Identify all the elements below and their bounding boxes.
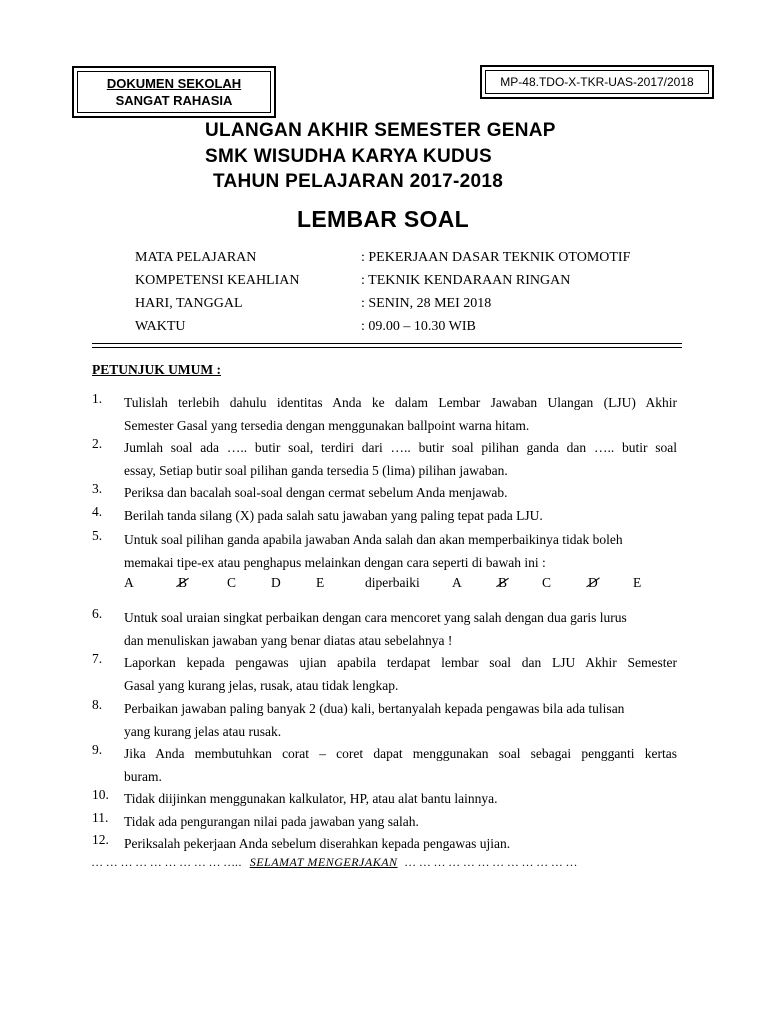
info-row <box>135 292 695 315</box>
item-line: Untuk soal uraian singkat perbaikan dengan cara mencoret yang salah dengan dua garis lurus <box>124 610 627 625</box>
item-line: dan menuliskan jawaban yang benar diatas atau sebelahnya ! <box>124 633 453 648</box>
item-line: yang kurang jelas atau rusak. <box>124 724 282 739</box>
item-line: Jika Anda membutuhkan corat – coret dapat menggunakan soal sebagai pengganti kertas <box>124 746 677 761</box>
option-letter: A <box>452 575 462 590</box>
divider-line <box>92 343 682 344</box>
doc-label-line2: SANGAT RAHASIA <box>115 93 233 108</box>
item-number: 12. <box>92 832 109 847</box>
item-number: 2. <box>92 436 103 451</box>
item-number: 9. <box>92 742 103 757</box>
info-row <box>135 269 695 292</box>
exam-info-table <box>135 246 695 338</box>
option-letter-crossed: B <box>178 575 188 590</box>
option-letter: C <box>227 575 237 590</box>
option-letter: E <box>633 575 642 590</box>
info-value: : SENIN, 28 MEI 2018 <box>361 296 492 311</box>
info-label: MATA PELAJARAN <box>135 250 257 265</box>
example-middle-word: diperbaiki <box>365 575 420 590</box>
item-line: Berilah tanda silang (X) pada salah satu jawaban yang paling tepat pada LJU. <box>124 508 543 523</box>
sheet-title: LEMBAR SOAL <box>297 206 469 232</box>
closing-text: SELAMAT MENGERJAKAN <box>249 855 398 869</box>
academic-year: TAHUN PELAJARAN 2017-2018 <box>213 171 504 192</box>
option-letter: C <box>542 575 552 590</box>
item-line: essay, Setiap butir soal pilihan ganda tersedia 5 (lima) pilihan jawaban. <box>124 463 508 478</box>
closing-line <box>92 855 578 870</box>
item-line: memakai tipe-ex atau penghapus melainkan dengan cara seperti di bawah ini : <box>124 555 546 570</box>
exam-title: ULANGAN AKHIR SEMESTER GENAP <box>205 120 556 141</box>
divider-line <box>92 347 682 348</box>
item-line: Jumlah soal ada ….. butir soal, terdiri dari ….. butir soal pilihan ganda dan ….. butir soal <box>124 440 677 455</box>
option-letter: D <box>271 575 281 590</box>
closing-dots-right: … … … … … … … … … … … … <box>405 855 578 869</box>
item-line: Untuk soal pilihan ganda apabila jawaban Anda salah dan akan memperbaikinya tidak boleh <box>124 532 623 547</box>
item-number: 7. <box>92 651 103 666</box>
item-line: Tidak ada pengurangan nilai pada jawaban yang salah. <box>124 814 419 829</box>
item-line: Gasal yang kurang jelas, rusak, atau tidak lengkap. <box>124 678 399 693</box>
option-letter: A <box>124 575 134 590</box>
document-code-box <box>480 65 714 99</box>
doc-label-line1: DOKUMEN SEKOLAH <box>106 76 242 91</box>
info-value: : TEKNIK KENDARAAN RINGAN <box>361 273 571 288</box>
info-row <box>135 315 695 338</box>
item-number: 1. <box>92 391 103 406</box>
item-line: Semester Gasal yang tersedia dengan menggunakan ballpoint warna hitam. <box>124 418 530 433</box>
item-line: buram. <box>124 769 162 784</box>
item-line: Tulislah terlebih dahulu identitas Anda ke dalam Lembar Jawaban Ulangan (LJU) Akhir <box>124 395 677 410</box>
item-number: 8. <box>92 697 103 712</box>
instructions-heading: PETUNJUK UMUM : <box>92 362 221 377</box>
closing-dots-left: … … … … … … … … … ….. <box>92 855 243 869</box>
item-line: Periksalah pekerjaan Anda sebelum diserahkan kepada pengawas ujian. <box>124 836 511 851</box>
document-classification-box <box>72 66 276 118</box>
option-letter-crossed: B <box>498 575 508 590</box>
item-number: 5. <box>92 528 103 543</box>
item-number: 10. <box>92 787 109 802</box>
document-code: MP-48.TDO-X-TKR-UAS-2017/2018 <box>485 70 709 94</box>
info-value: : 09.00 – 10.30 WIB <box>361 319 476 334</box>
info-label: HARI, TANGGAL <box>135 296 243 311</box>
item-number: 6. <box>92 606 103 621</box>
info-label: WAKTU <box>135 319 186 334</box>
info-row <box>135 246 695 269</box>
item-number: 4. <box>92 504 103 519</box>
item-number: 3. <box>92 481 103 496</box>
item-number: 11. <box>92 810 109 825</box>
school-name: SMK WISUDHA KARYA KUDUS <box>205 146 492 167</box>
option-letter: E <box>316 575 325 590</box>
item-line: Laporkan kepada pengawas ujian apabila terdapat lembar soal dan LJU Akhir Semester <box>124 655 677 670</box>
option-letter-crossed: D <box>588 575 598 590</box>
info-label: KOMPETENSI KEAHLIAN <box>135 273 300 288</box>
item-line: Tidak diijinkan menggunakan kalkulator, HP, atau alat bantu lainnya. <box>124 791 498 806</box>
item-line: Perbaikan jawaban paling banyak 2 (dua) kali, bertanyalah kepada pengawas bila ada tulisan <box>124 701 625 716</box>
item-line: Periksa dan bacalah soal-soal dengan cermat sebelum Anda menjawab. <box>124 485 508 500</box>
info-value: : PEKERJAAN DASAR TEKNIK OTOMOTIF <box>361 250 631 265</box>
